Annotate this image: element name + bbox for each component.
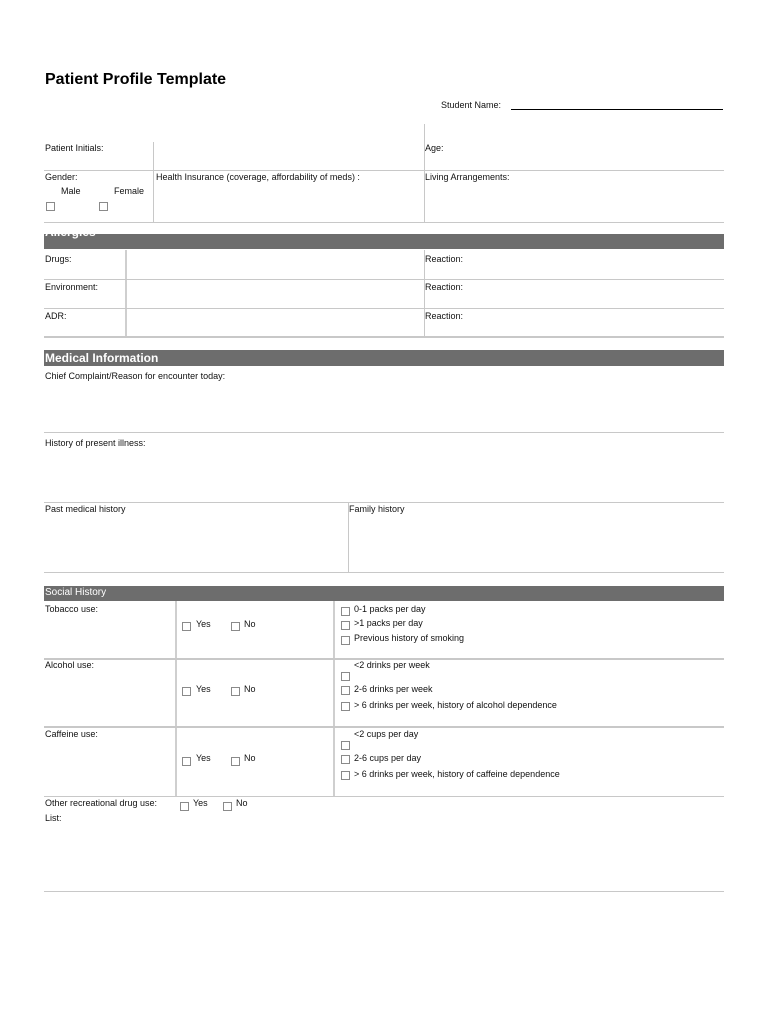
divider bbox=[333, 601, 335, 797]
alcohol-option-label: 2-6 drinks per week bbox=[354, 684, 433, 694]
divider bbox=[125, 250, 127, 337]
allergy-adr-label: ADR: bbox=[45, 311, 67, 321]
other-drug-yes-checkbox[interactable] bbox=[180, 802, 189, 811]
alcohol-no-label: No bbox=[244, 684, 256, 694]
health-insurance-label: Health Insurance (coverage, affordability of meds) : bbox=[156, 172, 360, 182]
divider bbox=[44, 796, 724, 797]
alcohol-no-checkbox[interactable] bbox=[231, 687, 240, 696]
history-present-illness-label: History of present illness: bbox=[45, 438, 146, 448]
alcohol-option-checkbox[interactable] bbox=[341, 702, 350, 711]
other-drug-use-label: Other recreational drug use: bbox=[45, 798, 158, 808]
age-label: Age: bbox=[425, 143, 444, 153]
divider bbox=[44, 170, 724, 171]
divider bbox=[44, 726, 724, 728]
divider bbox=[44, 336, 724, 338]
male-label: Male bbox=[61, 186, 81, 196]
caffeine-option-checkbox[interactable] bbox=[341, 755, 350, 764]
tobacco-no-checkbox[interactable] bbox=[231, 622, 240, 631]
other-drug-no-checkbox[interactable] bbox=[223, 802, 232, 811]
caffeine-option-label: > 6 drinks per week, history of caffeine dependence bbox=[354, 769, 560, 779]
social-section-header bbox=[44, 586, 724, 601]
medical-section-header bbox=[44, 350, 724, 366]
chief-complaint-label: Chief Complaint/Reason for encounter today: bbox=[45, 371, 226, 381]
living-arrangements-label: Living Arrangements: bbox=[425, 172, 510, 182]
divider bbox=[44, 222, 724, 223]
female-label: Female bbox=[114, 186, 145, 196]
tobacco-option-label: 0-1 packs per day bbox=[354, 604, 426, 614]
past-medical-history-label: Past medical history bbox=[45, 504, 126, 514]
tobacco-option-label: Previous history of smoking bbox=[354, 633, 465, 643]
divider bbox=[44, 502, 724, 503]
allergy-drugs-label: Drugs: bbox=[45, 254, 72, 264]
caffeine-use-label: Caffeine use: bbox=[45, 729, 98, 739]
allergy-drugs-reaction-label: Reaction: bbox=[425, 254, 464, 264]
tobacco-yes-checkbox[interactable] bbox=[182, 622, 191, 631]
caffeine-no-checkbox[interactable] bbox=[231, 757, 240, 766]
social-header-text: Social History bbox=[45, 587, 107, 598]
alcohol-option-label: <2 drinks per week bbox=[354, 660, 430, 670]
other-drug-yes-label: Yes bbox=[193, 798, 208, 808]
other-drug-no-label: No bbox=[236, 798, 248, 808]
caffeine-option-label: <2 cups per day bbox=[354, 729, 419, 739]
gender-label: Gender: bbox=[45, 172, 78, 182]
tobacco-yes-label: Yes bbox=[196, 619, 211, 629]
female-checkbox[interactable] bbox=[99, 202, 108, 211]
alcohol-yes-checkbox[interactable] bbox=[182, 687, 191, 696]
allergy-environment-label: Environment: bbox=[45, 282, 99, 292]
allergies-section-header bbox=[44, 225, 724, 249]
caffeine-option-label: 2-6 cups per day bbox=[354, 753, 422, 763]
allergy-environment-reaction-label: Reaction: bbox=[425, 282, 464, 292]
tobacco-option-label: >1 packs per day bbox=[354, 618, 423, 628]
tobacco-option-checkbox[interactable] bbox=[341, 607, 350, 616]
page-title: Patient Profile Template bbox=[45, 71, 227, 88]
tobacco-option-checkbox[interactable] bbox=[341, 621, 350, 630]
divider bbox=[44, 308, 724, 309]
alcohol-use-label: Alcohol use: bbox=[45, 660, 95, 670]
caffeine-yes-label: Yes bbox=[196, 753, 211, 763]
caffeine-yes-checkbox[interactable] bbox=[182, 757, 191, 766]
divider bbox=[175, 601, 177, 797]
divider bbox=[44, 572, 724, 573]
allergy-adr-reaction-label: Reaction: bbox=[425, 311, 464, 321]
divider bbox=[44, 432, 724, 433]
alcohol-option-checkbox[interactable] bbox=[341, 686, 350, 695]
caffeine-option-checkbox[interactable] bbox=[341, 741, 350, 750]
divider bbox=[44, 279, 724, 280]
tobacco-use-label: Tobacco use: bbox=[45, 604, 99, 614]
student-name-field[interactable] bbox=[511, 109, 723, 110]
divider bbox=[44, 891, 724, 892]
patient-initials-label: Patient Initials: bbox=[45, 143, 104, 153]
alcohol-option-label: > 6 drinks per week, history of alcohol dependence bbox=[354, 700, 557, 710]
alcohol-option-checkbox[interactable] bbox=[341, 672, 350, 681]
medical-header-text: Medical Information bbox=[45, 351, 159, 365]
alcohol-yes-label: Yes bbox=[196, 684, 211, 694]
tobacco-option-checkbox[interactable] bbox=[341, 636, 350, 645]
student-name-label: Student Name: bbox=[441, 100, 502, 110]
family-history-label: Family history bbox=[349, 504, 405, 514]
tobacco-no-label: No bbox=[244, 619, 256, 629]
drug-list-label: List: bbox=[45, 813, 62, 823]
allergies-header-text: Allergies bbox=[45, 225, 96, 239]
caffeine-option-checkbox[interactable] bbox=[341, 771, 350, 780]
male-checkbox[interactable] bbox=[46, 202, 55, 211]
caffeine-no-label: No bbox=[244, 753, 256, 763]
divider bbox=[153, 142, 154, 222]
